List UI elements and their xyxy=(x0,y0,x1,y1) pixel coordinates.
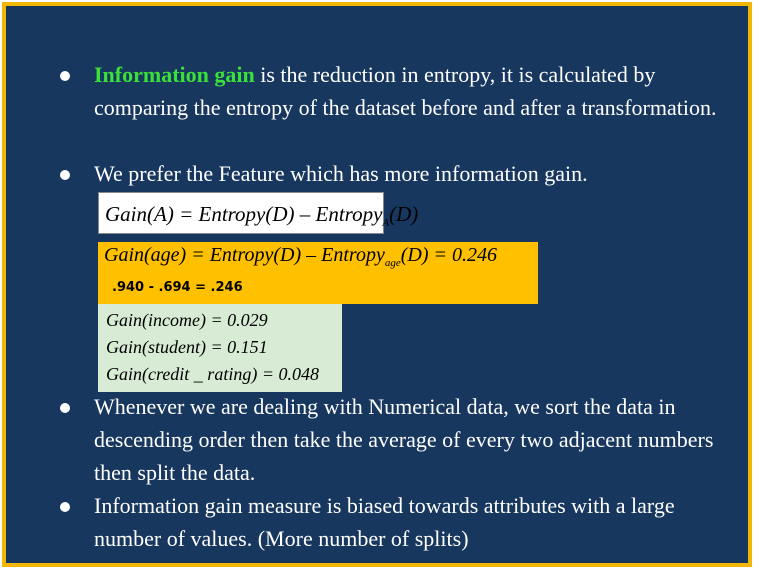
formula-age-gain-box xyxy=(98,242,538,304)
other-gains-box xyxy=(98,304,342,392)
gain-student: Gain(student) = 0.151 xyxy=(106,337,268,357)
bullet-text: We prefer the Feature which has more information gain. xyxy=(94,161,588,186)
bullet-dot-icon xyxy=(60,170,70,180)
age-gain-calculation: .940 - .694 = .246 xyxy=(112,280,243,295)
highlight-term: Information gain xyxy=(94,62,255,87)
bullet-dot-icon xyxy=(60,71,70,81)
formula-general-gain: Gain(A) = Entropy(D) – Entropy$_A$(D) xyxy=(98,192,384,234)
gain-income: Gain(income) = 0.029 xyxy=(106,310,268,330)
bullet-text: Information gain is the reduction in entropy, it is calculated by comparing the entropy of the dataset before and after a transformation. xyxy=(94,62,717,120)
bullet-dot-icon xyxy=(60,403,70,413)
slide xyxy=(2,2,752,567)
bullet-text: Whenever we are dealing with Numerical data, we sort the data in descending order then take the average of every two adjacent numbers then split the data. xyxy=(94,394,714,485)
bullet-dot-icon xyxy=(60,502,70,512)
bullet-text: Information gain measure is biased towards attributes with a large number of values. (More number of splits) xyxy=(94,493,675,551)
formula-age-gain: Gain(age) = Entropy(D) – Entropy$_{age}$(D) = 0.246 xyxy=(104,244,497,269)
gain-credit-rating: Gain(credit _ rating) = 0.048 xyxy=(106,364,319,384)
